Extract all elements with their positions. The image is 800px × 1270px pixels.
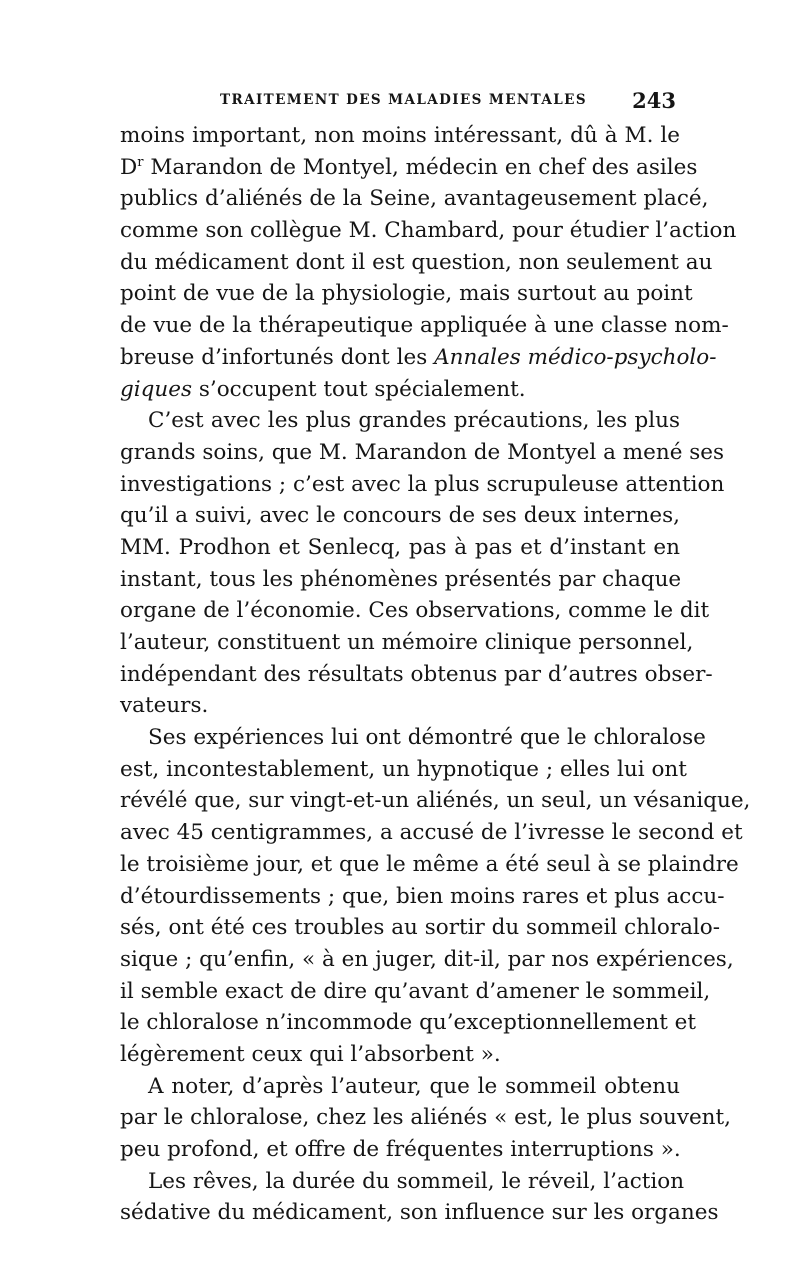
text-line: de vue de la thérapeutique appliquée à une classe nom- [120,313,729,339]
text-line: moins important, non moins intéressant, dû à M. le [120,123,680,148]
paragraph-start: Les rêves, la durée du sommeil, le réveil, l’action [148,1168,685,1194]
text-line: avec 45 centigrammes, a accusé de l’ivresse le second et [120,820,743,846]
text-line: instant, tous les phénomènes présentés par chaque [120,566,682,592]
text-line: est, incontestablement, un hypnotique ; elles lui ont [120,756,687,782]
doctor-abbrev: D [120,154,138,180]
text-line: du médicament dont il est question, non seulement au [120,249,713,275]
text-line: sédative du médicament, son influence sur les organes [120,1200,719,1226]
text-line: le troisième jour, et que le même a été seul à se plaindre [120,851,739,877]
text-line: révélé que, sur vingt-et-un aliénés, un seul, un vésanique, [120,788,751,814]
doctor-abbrev-sup: r [137,154,144,170]
text-line: comme son collègue M. Chambard, pour étudier l’action [120,218,737,244]
text-line: sique ; qu’enfin, « à en juger, dit-il, par nos expériences, [120,946,734,972]
page-header [120,88,680,116]
text-line: grands soins, que M. Marandon de Montyel a mené ses [120,439,725,465]
paragraph-start: A noter, d’après l’auteur, que le sommeil obtenu [148,1073,680,1099]
text-line: légèrement ceux qui l’absorbent ». [120,1041,501,1067]
text-line: le chloralose n’incommode qu’exceptionnellement et [120,1010,697,1036]
text-line: indépendant des résultats obtenus par d’autres obser- [120,661,713,687]
text-line: MM. Prodhon et Senlecq, pas à pas et d’instant en [120,534,680,560]
page-number: 243 [632,88,676,113]
text-line: par le chloralose, chez les aliénés « est, le plus souvent, [120,1105,732,1131]
journal-title-continued: giques [120,376,193,402]
text-line: publics d’aliénés de la Seine, avantageusement placé, [120,186,709,212]
text-line: vateurs. [120,693,209,719]
text-line: $D^r$ Marandon de Montyel, médecin en chef des asiles [120,154,698,180]
text-line: breuse d’infortunés dont les Annales médico-psycholo- [120,344,717,370]
running-title: TRAITEMENT DES MALADIES MENTALES [220,92,587,108]
text-line: investigations ; c’est avec la plus scrupuleuse attention [120,471,725,497]
text-line: sés, ont été ces troubles au sortir du sommeil chloralo- [120,915,720,941]
journal-title: Annales médico-psycholo- [434,344,717,370]
text-line: qu’il a suivi, avec le concours de ses deux internes, [120,503,680,529]
text-line: peu profond, et offre de fréquentes interruptions ». [120,1137,681,1162]
text-line: d’étourdissements ; que, bien moins rares et plus accu- [120,883,725,909]
text-line: l’auteur, constituent un mémoire clinique personnel, [120,630,694,655]
paragraph-start: Ses expériences lui ont démontré que le chloralose [148,725,706,751]
text-line: organe de l’économie. Ces observations, comme le dit [120,598,710,624]
body-text [120,120,751,1229]
text-line: point de vue de la physiologie, mais surtout au point [120,281,693,307]
paragraph-start: C’est avec les plus grandes précautions, les plus [148,408,680,434]
text-line: giques s’occupent tout spécialement. [120,376,526,402]
text-line: il semble exact de dire qu’avant d’amener le sommeil, [120,978,711,1004]
